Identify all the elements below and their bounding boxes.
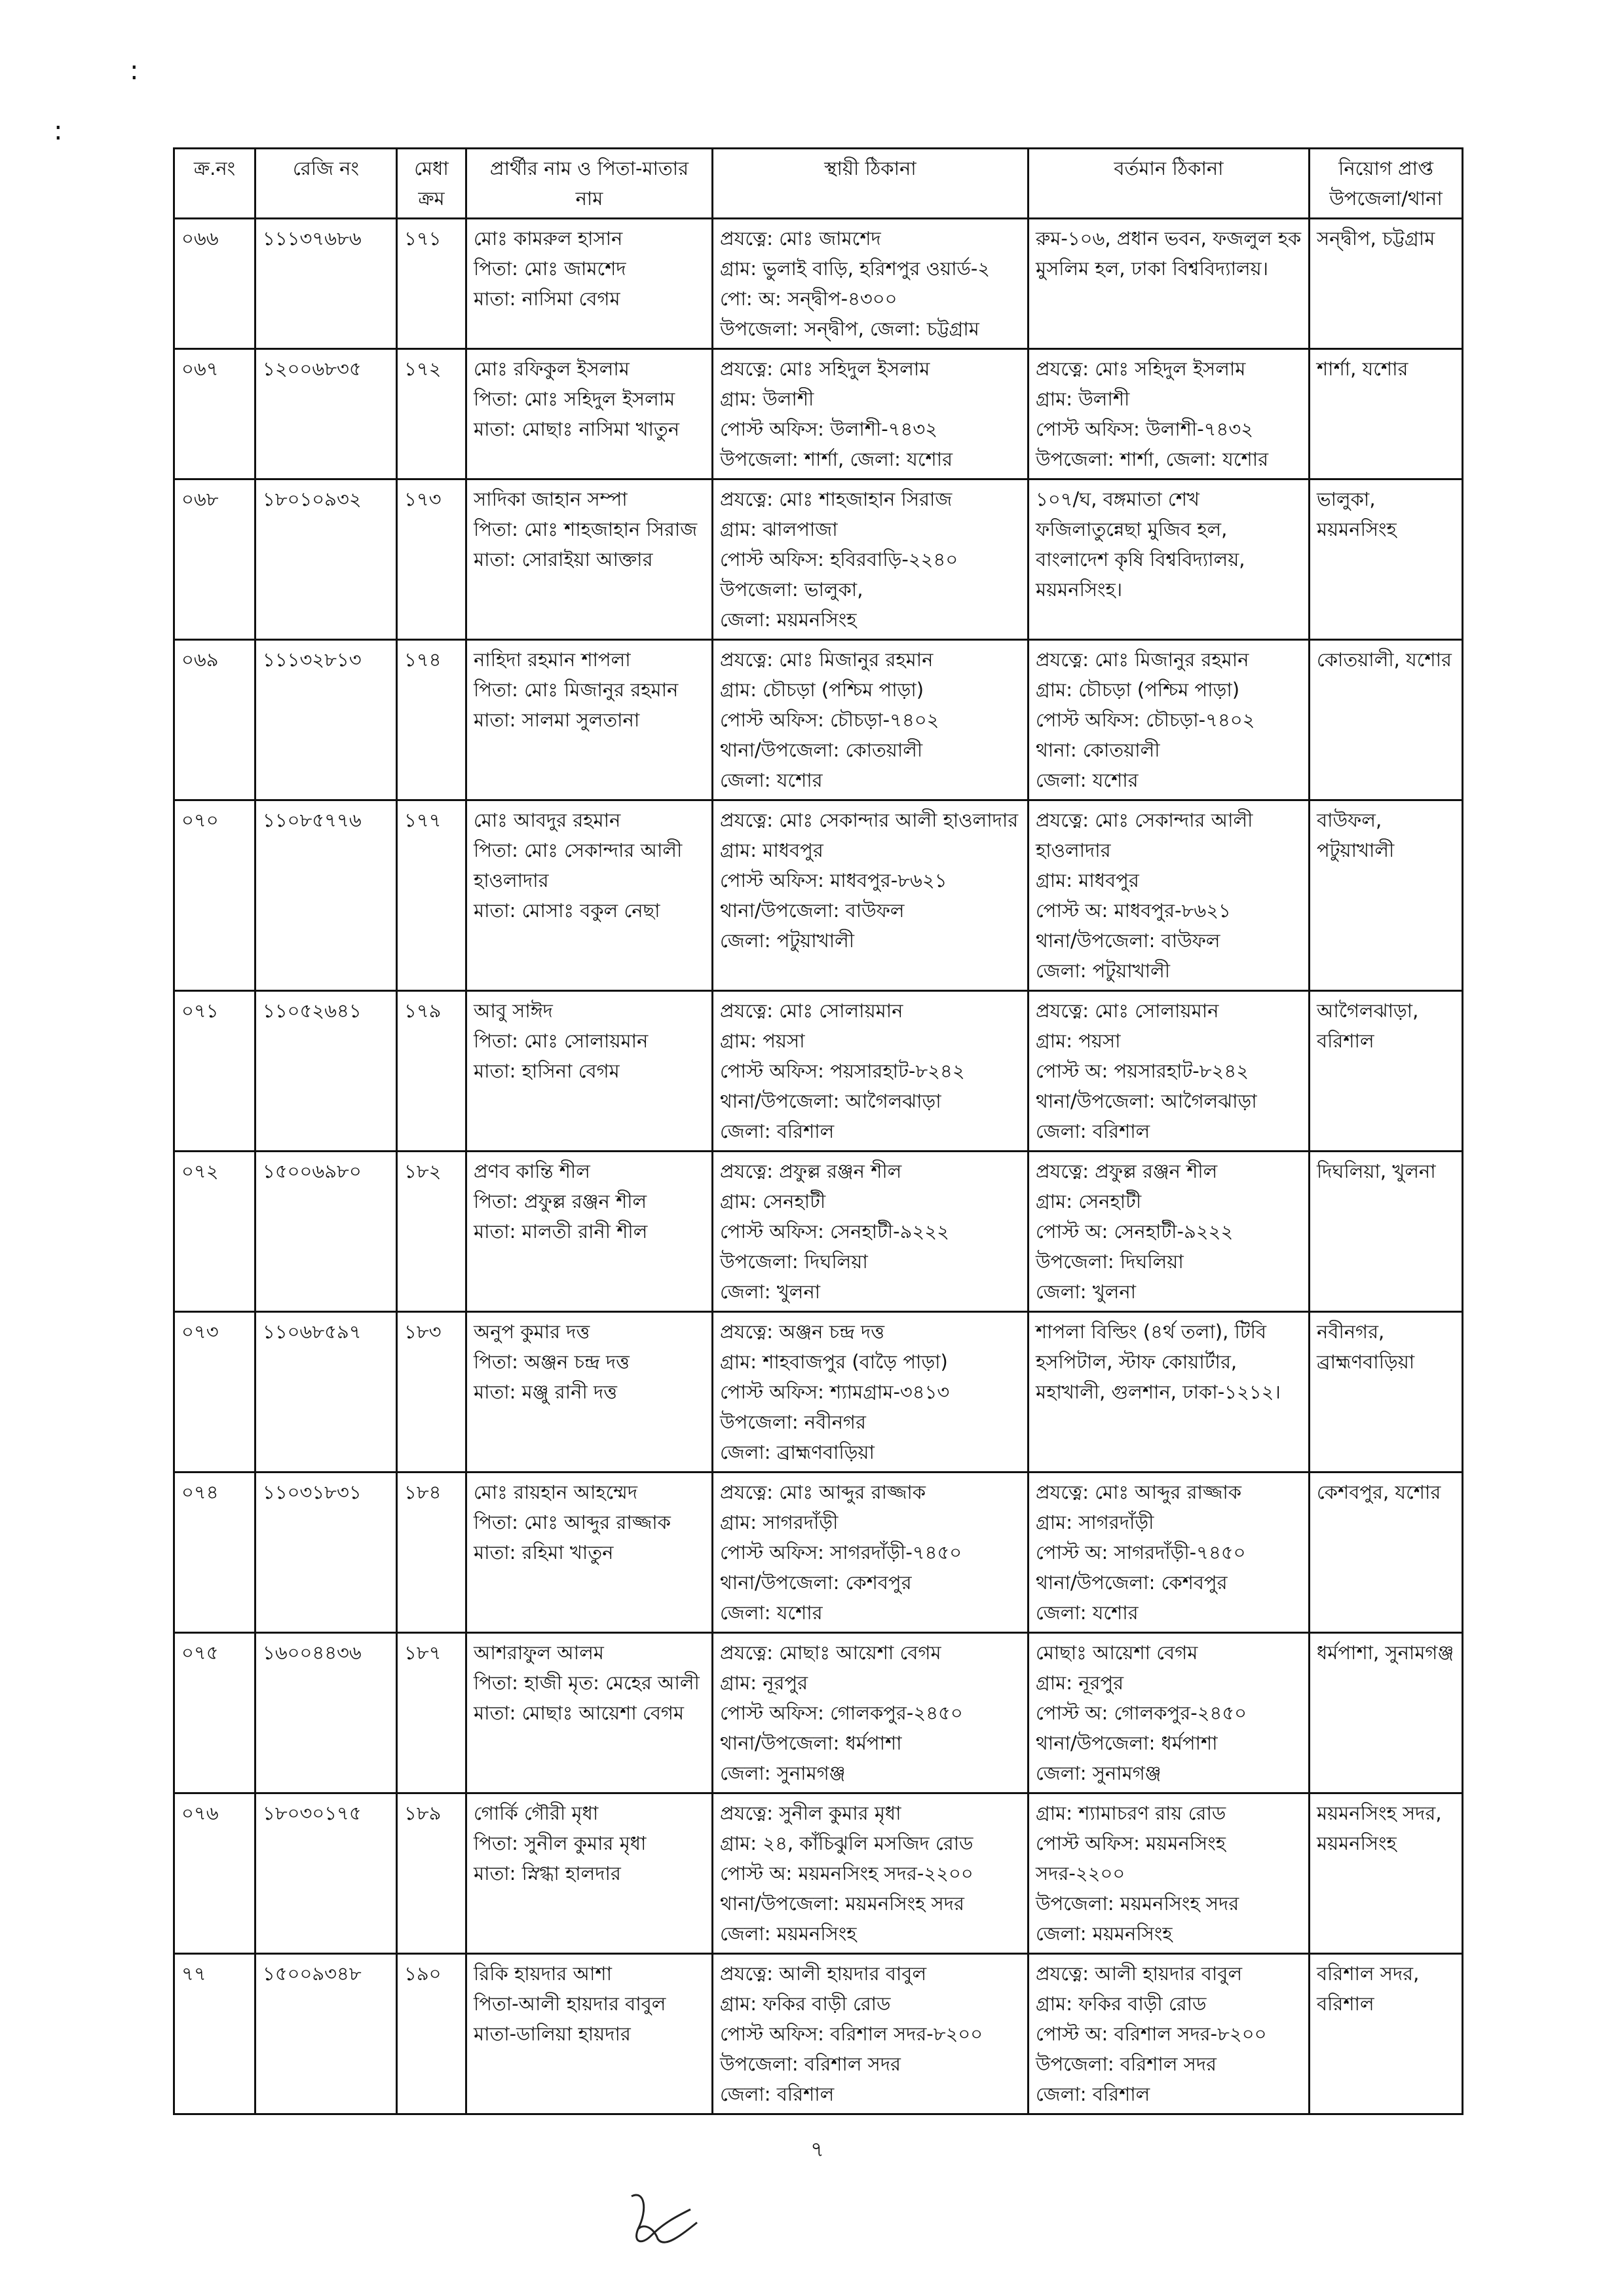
- cell-permanent-address: প্রযত্নে: মোঃ জামশেদ গ্রাম: ভুলাই বাড়ি, হরিশপুর ওয়ার্ড-২ পো: অ: সন্দ্বীপ-৪৩০০ উপজেলা: সন্দ্বীপ, জেলা: চট্টগ্রাম: [713, 219, 1029, 349]
- cell-serial-no: ০৭৬: [174, 1793, 255, 1954]
- cell-reg-no: ১৮০১০৯৩২: [255, 479, 397, 640]
- header-serial-no: ক্র.নং: [174, 149, 255, 219]
- cell-serial-no: ০৬৭: [174, 349, 255, 479]
- cell-reg-no: ১১০৫২৬৪১: [255, 991, 397, 1152]
- cell-present-address: প্রযত্নে: প্রফুল্ল রঞ্জন শীল গ্রাম: সেনহাটী পোস্ট অ: সেনহাটী-৯২২২ উপজেলা: দিঘলিয়া জেলা: খুলনা: [1029, 1152, 1310, 1312]
- cell-present-address: প্রযত্নে: মোঃ সোলায়মান গ্রাম: পয়সা পোস্ট অ: পয়সারহাট-৮২৪২ থানা/উপজেলা: আগৈলঝাড়া জেলা: বরিশাল: [1029, 991, 1310, 1152]
- cell-reg-no: ১৬০০৪৪৩৬: [255, 1633, 397, 1793]
- cell-permanent-address: প্রযত্নে: সুনীল কুমার মৃধা গ্রাম: ২৪, কাঁচিঝুলি মসজিদ রোড পোস্ট অ: ময়মনসিংহ সদর-২২০০ থানা/উপজেলা: ময়মনসিংহ সদর জেলা: ময়মনসিংহ: [713, 1793, 1029, 1954]
- cell-merit-rank: ১৭৭: [397, 800, 466, 991]
- cell-present-address: প্রযত্নে: আলী হায়দার বাবুল গ্রাম: ফকির বাড়ী রোড পোস্ট অ: বরিশাল সদর-৮২০০ উপজেলা: বরিশাল সদর জেলা: বরিশাল: [1029, 1954, 1310, 2114]
- table-row: [174, 1633, 1463, 1793]
- cell-posted-upazila: নবীনগর, ব্রাহ্মণবাড়িয়া: [1310, 1312, 1463, 1472]
- cell-candidate-name: মোঃ কামরুল হাসান পিতা: মোঃ জামশেদ মাতা: নাসিমা বেগম: [466, 219, 713, 349]
- cell-present-address: প্রযত্নে: মোঃ মিজানুর রহমান গ্রাম: চৌচড়া (পশ্চিম পাড়া) পোস্ট অফিস: চৌচড়া-৭৪০২ থানা: কোতয়ালী জেলা: যশোর: [1029, 640, 1310, 800]
- cell-permanent-address: প্রযত্নে: আলী হায়দার বাবুল গ্রাম: ফকির বাড়ী রোড পোস্ট অফিস: বরিশাল সদর-৮২০০ উপজেলা: বরিশাল সদর জেলা: বরিশাল: [713, 1954, 1029, 2114]
- table-row: [174, 800, 1463, 991]
- cell-posted-upazila: আগৈলঝাড়া, বরিশাল: [1310, 991, 1463, 1152]
- cell-posted-upazila: ধর্মপাশা, সুনামগঞ্জ: [1310, 1633, 1463, 1793]
- signature: [618, 2183, 704, 2255]
- cell-present-address: ১০৭/ঘ, বঙ্গমাতা শেখ ফজিলাতুন্নেছা মুজিব হল, বাংলাদেশ কৃষি বিশ্ববিদ্যালয়, ময়মনসিংহ।: [1029, 479, 1310, 640]
- cell-permanent-address: প্রযত্নে: মোঃ সোলায়মান গ্রাম: পয়সা পোস্ট অফিস: পয়সারহাট-৮২৪২ থানা/উপজেলা: আগৈলঝাড়া জেলা: বরিশাল: [713, 991, 1029, 1152]
- table-row: [174, 1793, 1463, 1954]
- cell-serial-no: ০৬৮: [174, 479, 255, 640]
- cell-permanent-address: প্রযত্নে: মোঃ শাহজাহান সিরাজ গ্রাম: ঝালপাজা পোস্ট অফিস: হবিরবাড়ি-২২৪০ উপজেলা: ভালুকা, জেলা: ময়মনসিংহ: [713, 479, 1029, 640]
- cell-permanent-address: প্রযত্নে: মোঃ সেকান্দার আলী হাওলাদার গ্রাম: মাধবপুর পোস্ট অফিস: মাধবপুর-৮৬২১ থানা/উপজেলা: বাউফল জেলা: পটুয়াখালী: [713, 800, 1029, 991]
- cell-posted-upazila: কোতয়ালী, যশোর: [1310, 640, 1463, 800]
- table-row: [174, 640, 1463, 800]
- cell-candidate-name: মোঃ রফিকুল ইসলাম পিতা: মোঃ সহিদুল ইসলাম মাতা: মোছাঃ নাসিমা খাতুন: [466, 349, 713, 479]
- cell-reg-no: ১৫০০৬৯৮০: [255, 1152, 397, 1312]
- header-merit-rank: মেধা ক্রম: [397, 149, 466, 219]
- cell-candidate-name: রিকি হায়দার আশা পিতা-আলী হায়দার বাবুল মাতা-ডালিয়া হায়দার: [466, 1954, 713, 2114]
- header-posted-upazila: নিয়োগ প্রাপ্ত উপজেলা/থানা: [1310, 149, 1463, 219]
- cell-candidate-name: নাহিদা রহমান শাপলা পিতা: মোঃ মিজানুর রহমান মাতা: সালমা সুলতানা: [466, 640, 713, 800]
- cell-serial-no: ০৬৬: [174, 219, 255, 349]
- cell-posted-upazila: ময়মনসিংহ সদর, ময়মনসিংহ: [1310, 1793, 1463, 1954]
- cell-permanent-address: প্রযত্নে: মোঃ আব্দুর রাজ্জাক গ্রাম: সাগরদাঁড়ী পোস্ট অফিস: সাগরদাঁড়ী-৭৪৫০ থানা/উপজেলা: কেশবপুর জেলা: যশোর: [713, 1472, 1029, 1633]
- cell-permanent-address: প্রযত্নে: প্রফুল্ল রঞ্জন শীল গ্রাম: সেনহাটী পোস্ট অফিস: সেনহাটী-৯২২২ উপজেলা: দিঘলিয়া জেলা: খুলনা: [713, 1152, 1029, 1312]
- cell-merit-rank: ১৮২: [397, 1152, 466, 1312]
- cell-posted-upazila: কেশবপুর, যশোর: [1310, 1472, 1463, 1633]
- cell-merit-rank: ১৮৭: [397, 1633, 466, 1793]
- cell-posted-upazila: ভালুকা, ময়মনসিংহ: [1310, 479, 1463, 640]
- table-row: [174, 1312, 1463, 1472]
- cell-reg-no: ১১১৩২৮১৩: [255, 640, 397, 800]
- cell-candidate-name: অনুপ কুমার দত্ত পিতা: অঞ্জন চন্দ্র দত্ত মাতা: মঞ্জু রানী দত্ত: [466, 1312, 713, 1472]
- header-reg-no: রেজি নং: [255, 149, 397, 219]
- cell-candidate-name: প্রণব কান্তি শীল পিতা: প্রফুল্ল রঞ্জন শীল মাতা: মালতী রানী শীল: [466, 1152, 713, 1312]
- cell-candidate-name: গোর্কি গৌরী মৃধা পিতা: সুনীল কুমার মৃধা মাতা: স্নিগ্ধা হালদার: [466, 1793, 713, 1954]
- cell-merit-rank: ১৭৩: [397, 479, 466, 640]
- cell-posted-upazila: বরিশাল সদর, বরিশাল: [1310, 1954, 1463, 2114]
- cell-candidate-name: মোঃ রায়হান আহম্মেদ পিতা: মোঃ আব্দুর রাজ্জাক মাতা: রহিমা খাতুন: [466, 1472, 713, 1633]
- cell-candidate-name: আবু সাঈদ পিতা: মোঃ সোলায়মান মাতা: হাসিনা বেগম: [466, 991, 713, 1152]
- cell-merit-rank: ১৭২: [397, 349, 466, 479]
- page-number: ৭: [810, 2137, 824, 2162]
- cell-posted-upazila: সন্দ্বীপ, চট্টগ্রাম: [1310, 219, 1463, 349]
- header-present-address: বর্তমান ঠিকানা: [1029, 149, 1310, 219]
- cell-serial-no: ৭৭: [174, 1954, 255, 2114]
- table-row: [174, 1472, 1463, 1633]
- cell-permanent-address: প্রযত্নে: মোঃ মিজানুর রহমান গ্রাম: চৌচড়া (পশ্চিম পাড়া) পোস্ট অফিস: চৌচড়া-৭৪০২ থানা/উপজেলা: কোতয়ালী জেলা: যশোর: [713, 640, 1029, 800]
- header-candidate-name: প্রার্থীর নাম ও পিতা-মাতার নাম: [466, 149, 713, 219]
- cell-merit-rank: ১৭৯: [397, 991, 466, 1152]
- scan-mark: :: [54, 116, 63, 146]
- cell-posted-upazila: দিঘলিয়া, খুলনা: [1310, 1152, 1463, 1312]
- cell-merit-rank: ১৭১: [397, 219, 466, 349]
- cell-merit-rank: ১৮৪: [397, 1472, 466, 1633]
- cell-reg-no: ১১০৩১৮৩১: [255, 1472, 397, 1633]
- cell-reg-no: ১৮০৩০১৭৫: [255, 1793, 397, 1954]
- cell-permanent-address: প্রযত্নে: মোছাঃ আয়েশা বেগম গ্রাম: নূরপুর পোস্ট অফিস: গোলকপুর-২৪৫০ থানা/উপজেলা: ধর্মপাশা জেলা: সুনামগঞ্জ: [713, 1633, 1029, 1793]
- cell-present-address: মোছাঃ আয়েশা বেগম গ্রাম: নূরপুর পোস্ট অ: গোলকপুর-২৪৫০ থানা/উপজেলা: ধর্মপাশা জেলা: সুনামগঞ্জ: [1029, 1633, 1310, 1793]
- cell-permanent-address: প্রযত্নে: মোঃ সহিদুল ইসলাম গ্রাম: উলাশী পোস্ট অফিস: উলাশী-৭৪৩২ উপজেলা: শার্শা, জেলা: যশোর: [713, 349, 1029, 479]
- cell-reg-no: ১১০৮৫৭৭৬: [255, 800, 397, 991]
- cell-reg-no: ১২০০৬৮৩৫: [255, 349, 397, 479]
- cell-serial-no: ০৭৫: [174, 1633, 255, 1793]
- cell-posted-upazila: বাউফল, পটুয়াখালী: [1310, 800, 1463, 991]
- cell-reg-no: ১১০৬৮৫৯৭: [255, 1312, 397, 1472]
- header-permanent-address: স্থায়ী ঠিকানা: [713, 149, 1029, 219]
- scan-mark: :: [130, 56, 139, 86]
- cell-present-address: প্রযত্নে: মোঃ সহিদুল ইসলাম গ্রাম: উলাশী পোস্ট অফিস: উলাশী-৭৪৩২ উপজেলা: শার্শা, জেলা: যশোর: [1029, 349, 1310, 479]
- table-row: [174, 479, 1463, 640]
- cell-candidate-name: আশরাফুল আলম পিতা: হাজী মৃত: মেহের আলী মাতা: মোছাঃ আয়েশা বেগম: [466, 1633, 713, 1793]
- cell-merit-rank: ১৯০: [397, 1954, 466, 2114]
- cell-permanent-address: প্রযত্নে: অঞ্জন চন্দ্র দত্ত গ্রাম: শাহবাজপুর (বাড়ৈ পাড়া) পোস্ট অফিস: শ্যামগ্রাম-৩৪১৩ উপজেলা: নবীনগর জেলা: ব্রাহ্মণবাড়িয়া: [713, 1312, 1029, 1472]
- cell-present-address: রুম-১০৬, প্রধান ভবন, ফজলুল হক মুসলিম হল, ঢাকা বিশ্ববিদ্যালয়।: [1029, 219, 1310, 349]
- cell-present-address: গ্রাম: শ্যামাচরণ রায় রোড পোস্ট অফিস: ময়মনসিংহ সদর-২২০০ উপজেলা: ময়মনসিংহ সদর জেলা: ময়মনসিংহ: [1029, 1793, 1310, 1954]
- cell-merit-rank: ১৮৩: [397, 1312, 466, 1472]
- candidate-table: [173, 147, 1463, 2115]
- page-body: [173, 147, 1462, 2255]
- table-row: [174, 991, 1463, 1152]
- table-row: [174, 1152, 1463, 1312]
- cell-present-address: শাপলা বিল্ডিং (৪র্থ তলা), টিবি হসপিটাল, স্টাফ কোয়ার্টার, মহাখালী, গুলশান, ঢাকা-১২১২।: [1029, 1312, 1310, 1472]
- table-row: [174, 219, 1463, 349]
- cell-serial-no: ০৭০: [174, 800, 255, 991]
- table-row: [174, 349, 1463, 479]
- table-row: [174, 1954, 1463, 2114]
- cell-posted-upazila: শার্শা, যশোর: [1310, 349, 1463, 479]
- cell-candidate-name: মোঃ আবদুর রহমান পিতা: মোঃ সেকান্দার আলী হাওলাদার মাতা: মোসাঃ বকুল নেছা: [466, 800, 713, 991]
- cell-present-address: প্রযত্নে: মোঃ সেকান্দার আলী হাওলাদার গ্রাম: মাধবপুর পোস্ট অ: মাধবপুর-৮৬২১ থানা/উপজেলা: বাউফল জেলা: পটুয়াখালী: [1029, 800, 1310, 991]
- cell-candidate-name: সাদিকা জাহান সম্পা পিতা: মোঃ শাহজাহান সিরাজ মাতা: সোরাইয়া আক্তার: [466, 479, 713, 640]
- cell-reg-no: ১১১৩৭৬৮৬: [255, 219, 397, 349]
- cell-serial-no: ০৬৯: [174, 640, 255, 800]
- cell-reg-no: ১৫০০৯৩৪৮: [255, 1954, 397, 2114]
- cell-serial-no: ০৭৪: [174, 1472, 255, 1633]
- cell-serial-no: ০৭৩: [174, 1312, 255, 1472]
- cell-present-address: প্রযত্নে: মোঃ আব্দুর রাজ্জাক গ্রাম: সাগরদাঁড়ী পোস্ট অ: সাগরদাঁড়ী-৭৪৫০ থানা/উপজেলা: কেশবপুর জেলা: যশোর: [1029, 1472, 1310, 1633]
- table-header-row: [174, 149, 1463, 219]
- cell-serial-no: ০৭২: [174, 1152, 255, 1312]
- cell-serial-no: ০৭১: [174, 991, 255, 1152]
- cell-merit-rank: ১৮৯: [397, 1793, 466, 1954]
- cell-merit-rank: ১৭৪: [397, 640, 466, 800]
